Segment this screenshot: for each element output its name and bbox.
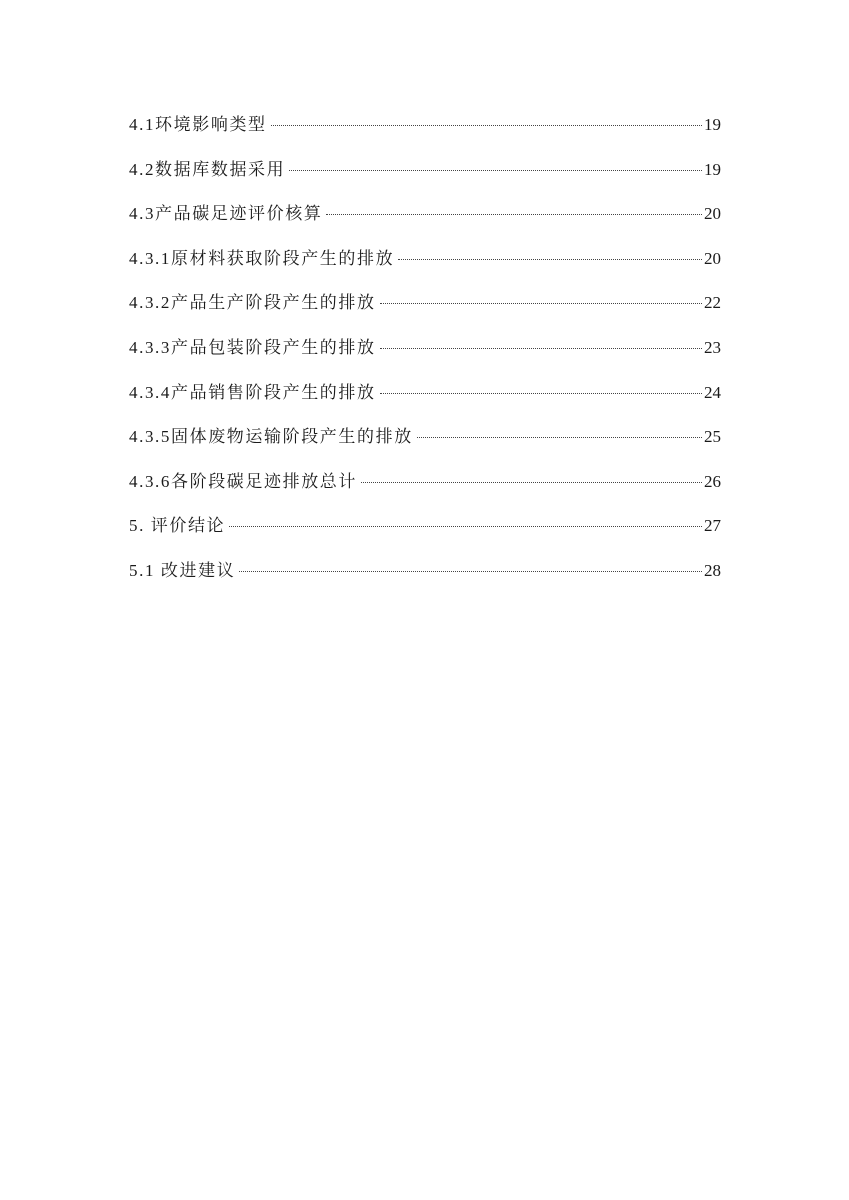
toc-dot-leader <box>289 170 702 171</box>
toc-dot-leader <box>239 571 702 572</box>
toc-page-number: 20 <box>704 204 721 224</box>
toc-entry-title: 4.1环境影响类型 <box>129 115 267 134</box>
toc-dot-leader <box>380 348 702 349</box>
toc-entry-4-3-5[interactable] <box>129 423 721 468</box>
toc-entry-title: 5. 评价结论 <box>129 516 226 536</box>
toc-entry-4-3-3[interactable] <box>129 334 721 379</box>
toc-page-number: 27 <box>704 516 721 536</box>
toc-dot-leader <box>417 437 702 438</box>
table-of-contents <box>129 111 721 602</box>
toc-page-number: 24 <box>704 382 721 402</box>
toc-entry-title: 5.1 改进建议 <box>129 560 236 580</box>
toc-entry-4-3-6[interactable] <box>129 468 721 513</box>
toc-entry-title: 4.3.5固体废物运输阶段产生的排放 <box>129 427 413 447</box>
toc-entry-4-3[interactable] <box>129 200 721 245</box>
toc-dot-leader <box>361 482 702 483</box>
toc-page-number: 20 <box>704 248 721 268</box>
toc-entry-5-1[interactable] <box>129 557 721 602</box>
toc-page-number: 22 <box>704 293 721 313</box>
toc-page-number: 25 <box>704 427 721 447</box>
toc-entry-title: 4.2数据库数据采用 <box>129 159 286 179</box>
toc-dot-leader <box>380 393 702 394</box>
toc-page-number: 19 <box>704 159 721 179</box>
toc-entry-title: 4.3.4产品销售阶段产生的排放 <box>129 382 376 402</box>
toc-dot-leader <box>380 303 702 304</box>
toc-entry-5[interactable] <box>129 512 721 557</box>
toc-entry-title: 4.3.6各阶段碳足迹排放总计 <box>129 471 357 491</box>
toc-entry-title: 4.3产品碳足迹评价核算 <box>129 204 323 224</box>
toc-entry-4-3-2[interactable] <box>129 289 721 334</box>
toc-entry-title: 4.3.1原材料获取阶段产生的排放 <box>129 248 395 268</box>
toc-entry-4-3-1[interactable] <box>129 245 721 290</box>
toc-page-number: 23 <box>704 337 721 357</box>
toc-page-number: 28 <box>704 560 721 580</box>
toc-page-number: 19 <box>704 115 721 134</box>
toc-dot-leader <box>326 214 702 215</box>
toc-page-number: 26 <box>704 471 721 491</box>
toc-dot-leader <box>271 125 702 126</box>
toc-entry-4-3-4[interactable] <box>129 379 721 424</box>
toc-entry-4-1[interactable] <box>129 111 721 156</box>
toc-entry-4-2[interactable] <box>129 156 721 201</box>
toc-entry-title: 4.3.2产品生产阶段产生的排放 <box>129 293 376 313</box>
toc-dot-leader <box>398 259 702 260</box>
toc-entry-title: 4.3.3产品包装阶段产生的排放 <box>129 337 376 357</box>
toc-dot-leader <box>229 526 702 527</box>
